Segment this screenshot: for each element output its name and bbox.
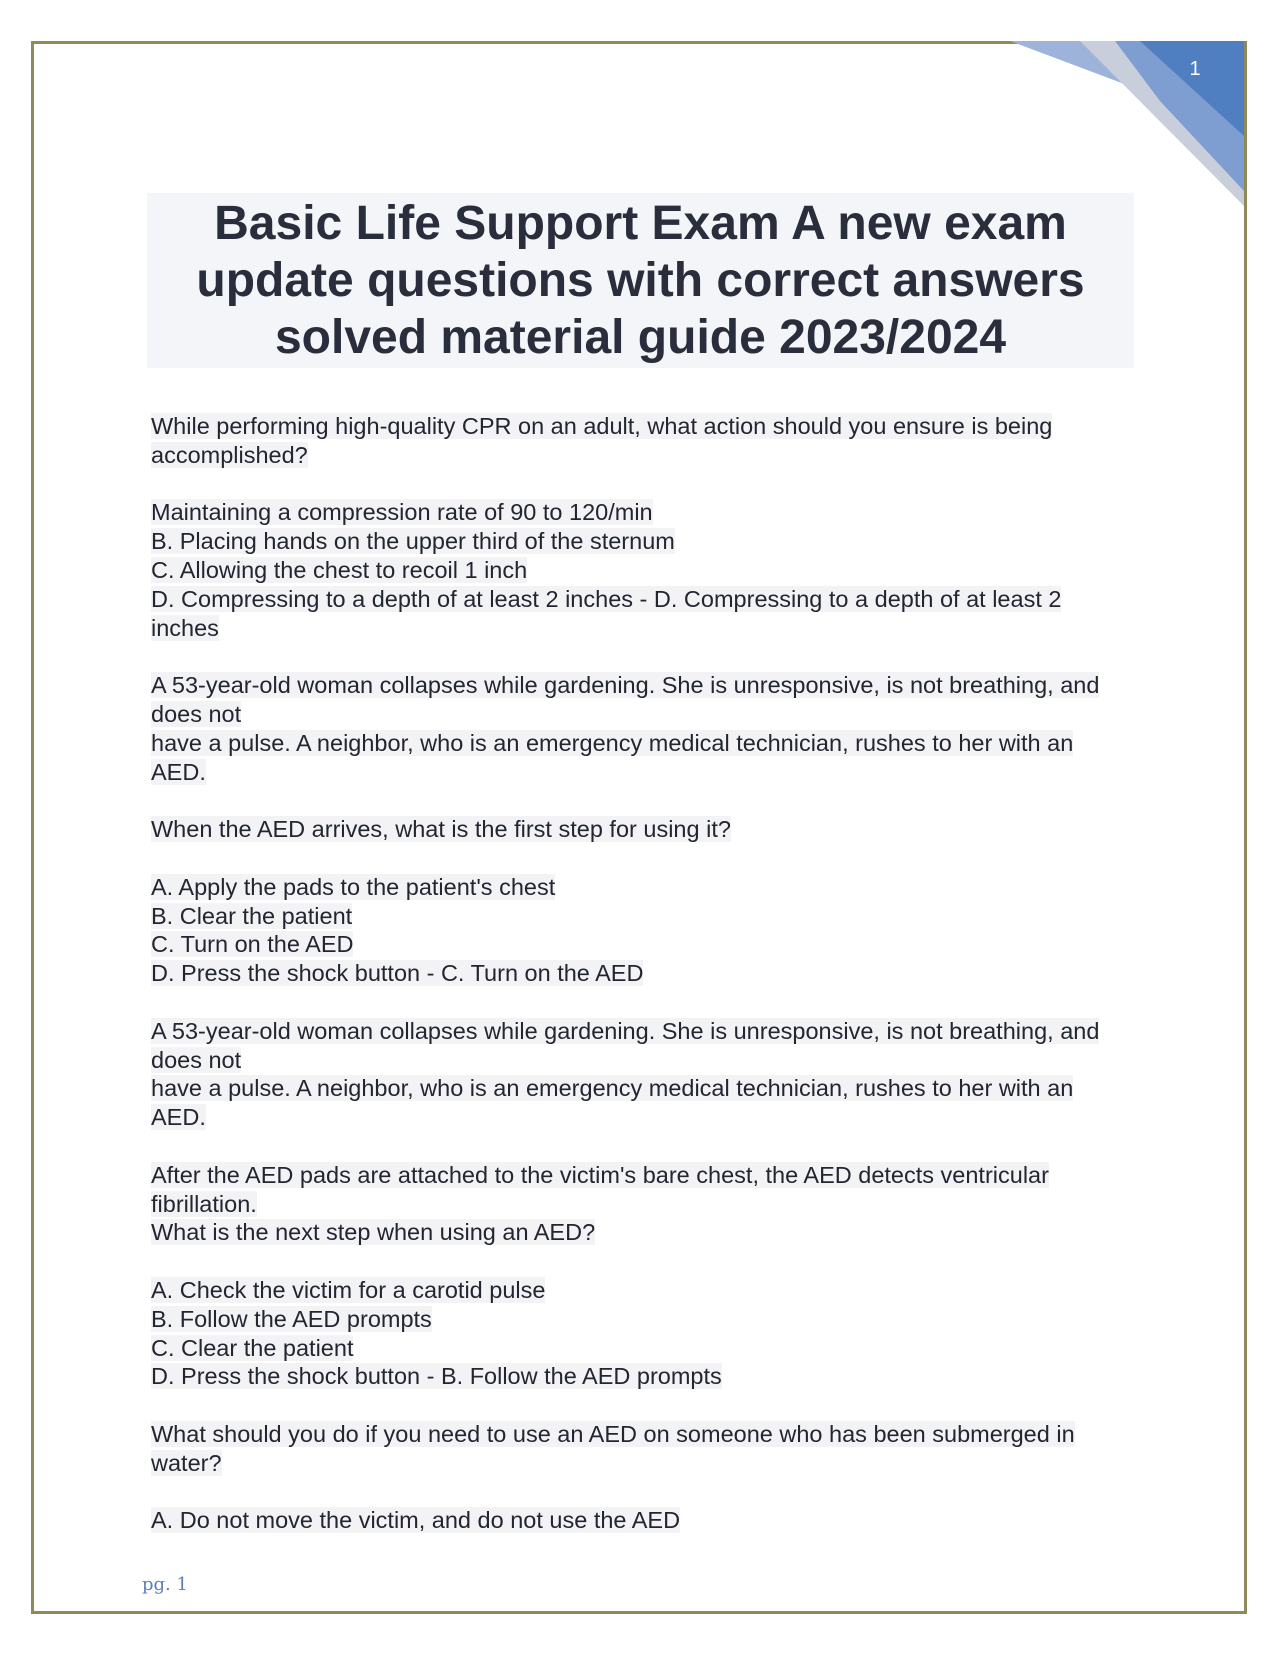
text-line: A 53-year-old woman collapses while gardening. She is unresponsive, is not breathing, and does not — [151, 1017, 1100, 1073]
text-line: What is the next step when using an AED? — [151, 1219, 596, 1246]
text-line: D. Press the shock button - C. Turn on the AED — [151, 960, 644, 987]
text-line: While performing high-quality CPR on an adult, what action should you ensure is being accomplished? — [151, 413, 1053, 468]
paragraph — [151, 1161, 1131, 1247]
text-line: A. Do not move the victim, and do not use the AED — [151, 1507, 681, 1534]
document-title: Basic Life Support Exam A new exam update questions with correct answers solved material guide 2023/2024 — [196, 197, 1085, 364]
text-line: D. Press the shock button - B. Follow the AED prompts — [151, 1363, 722, 1390]
text-line: When the AED arrives, what is the first step for using it? — [151, 816, 731, 843]
text-line: C. Clear the patient — [151, 1334, 354, 1361]
text-line: Maintaining a compression rate of 90 to 120/min — [151, 499, 653, 526]
text-line: B. Clear the patient — [151, 902, 353, 929]
paragraph — [151, 412, 1131, 470]
paragraph — [151, 1420, 1131, 1478]
text-line: D. Compressing to a depth of at least 2 inches - D. Compressing to a depth of at least 2 inches — [151, 585, 1062, 641]
paragraph — [151, 671, 1131, 786]
page-number-top: 1 — [1189, 58, 1201, 80]
text-line: C. Allowing the chest to recoil 1 inch — [151, 556, 528, 583]
text-line: C. Turn on the AED — [151, 931, 354, 958]
text-line: B. Follow the AED prompts — [151, 1305, 432, 1332]
text-line: B. Placing hands on the upper third of the sternum — [151, 528, 675, 555]
paragraph — [151, 815, 1131, 844]
text-line: have a pulse. A neighbor, who is an emergency medical technician, rushes to her with an AED. — [151, 729, 1074, 785]
text-line: have a pulse. A neighbor, who is an emergency medical technician, rushes to her with an AED. — [151, 1075, 1074, 1131]
text-line: What should you do if you need to use an AED on someone who has been submerged in water? — [151, 1420, 1075, 1476]
title-box — [147, 193, 1134, 368]
paragraph — [151, 1506, 1131, 1535]
paragraph — [151, 1017, 1131, 1132]
text-line: A. Apply the pads to the patient's chest — [151, 873, 556, 900]
text-line: After the AED pads are attached to the victim's bare chest, the AED detects ventricular fibrillation. — [151, 1161, 1049, 1217]
page-footer: pg. 1 — [142, 1574, 188, 1595]
paragraph — [151, 1276, 1131, 1391]
text-line: A. Check the victim for a carotid pulse — [151, 1276, 546, 1303]
paragraph — [151, 498, 1131, 642]
document-body — [151, 412, 1131, 1564]
paragraph — [151, 873, 1131, 988]
text-line: A 53-year-old woman collapses while gardening. She is unresponsive, is not breathing, and does not — [151, 672, 1100, 727]
